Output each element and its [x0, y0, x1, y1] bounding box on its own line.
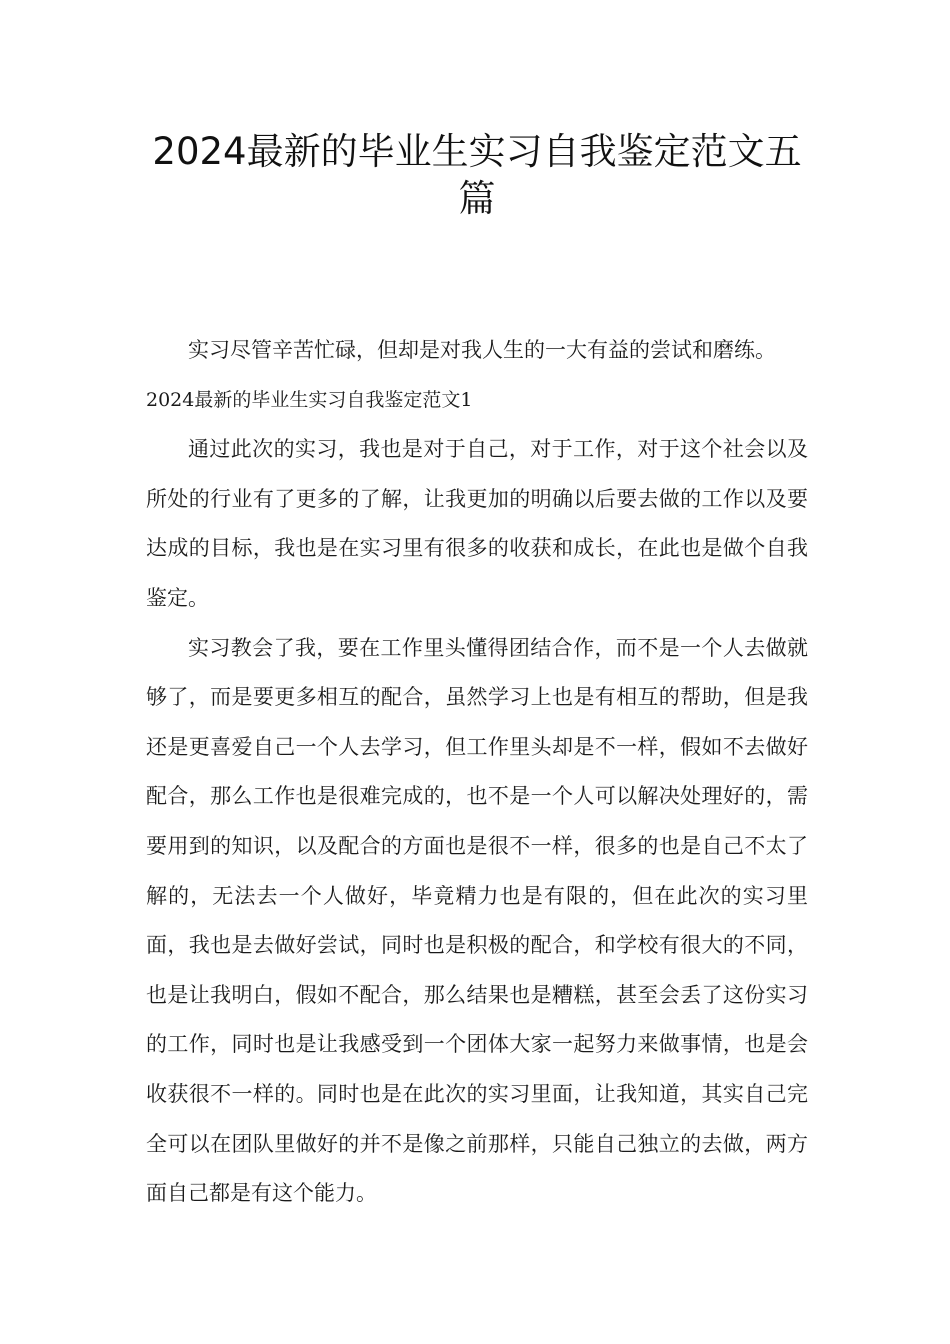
document-page	[146, 128, 808, 1219]
document-title: 2024最新的毕业生实习自我鉴定范文五篇	[152, 130, 802, 220]
section-heading: 2024最新的毕业生实习自我鉴定范文1	[146, 388, 473, 411]
body-paragraph-1: 通过此次的实习，我也是对于自己，对于工作，对于这个社会以及所处的行业有了更多的了解，让我更加的明确以后要去做的工作以及要达成的目标，我也是在实习里有很多的收获和成长，在此也是做个自我鉴定。	[146, 437, 808, 610]
body-paragraph-2: 实习教会了我，要在工作里头懂得团结合作，而不是一个人去做就够了，而是要更多相互的配合，虽然学习上也是有相互的帮助，但是我还是更喜爱自己一个人去学习，但工作里头却是不一样，假如不去做好配合，那么工作也是很难完成的，也不是一个人可以解决处理好的，需要用到的知识，以及配合的方面也是很不一样，很多的也是自己不太了解的，无法去一个人做好，毕竟精力也是有限的，但在此次的实习里面，我也是去做好尝试，同时也是积极的配合，和学校有很大的不同，也是让我明白，假如不配合，那么结果也是糟糕，甚至会丢了这份实习的工作，同时也是让我感受到一个团体大家一起努力来做事情，也是会收获很不一样的。同时也是在此次的实习里面，让我知道，其实自己完全可以在团队里做好的并不是像之前那样，只能自己独立的去做，两方面自己都是有这个能力。	[146, 635, 808, 1206]
document-body	[146, 326, 808, 1219]
intro-paragraph: 实习尽管辛苦忙碌，但却是对我人生的一大有益的尝试和磨练。	[188, 338, 776, 362]
